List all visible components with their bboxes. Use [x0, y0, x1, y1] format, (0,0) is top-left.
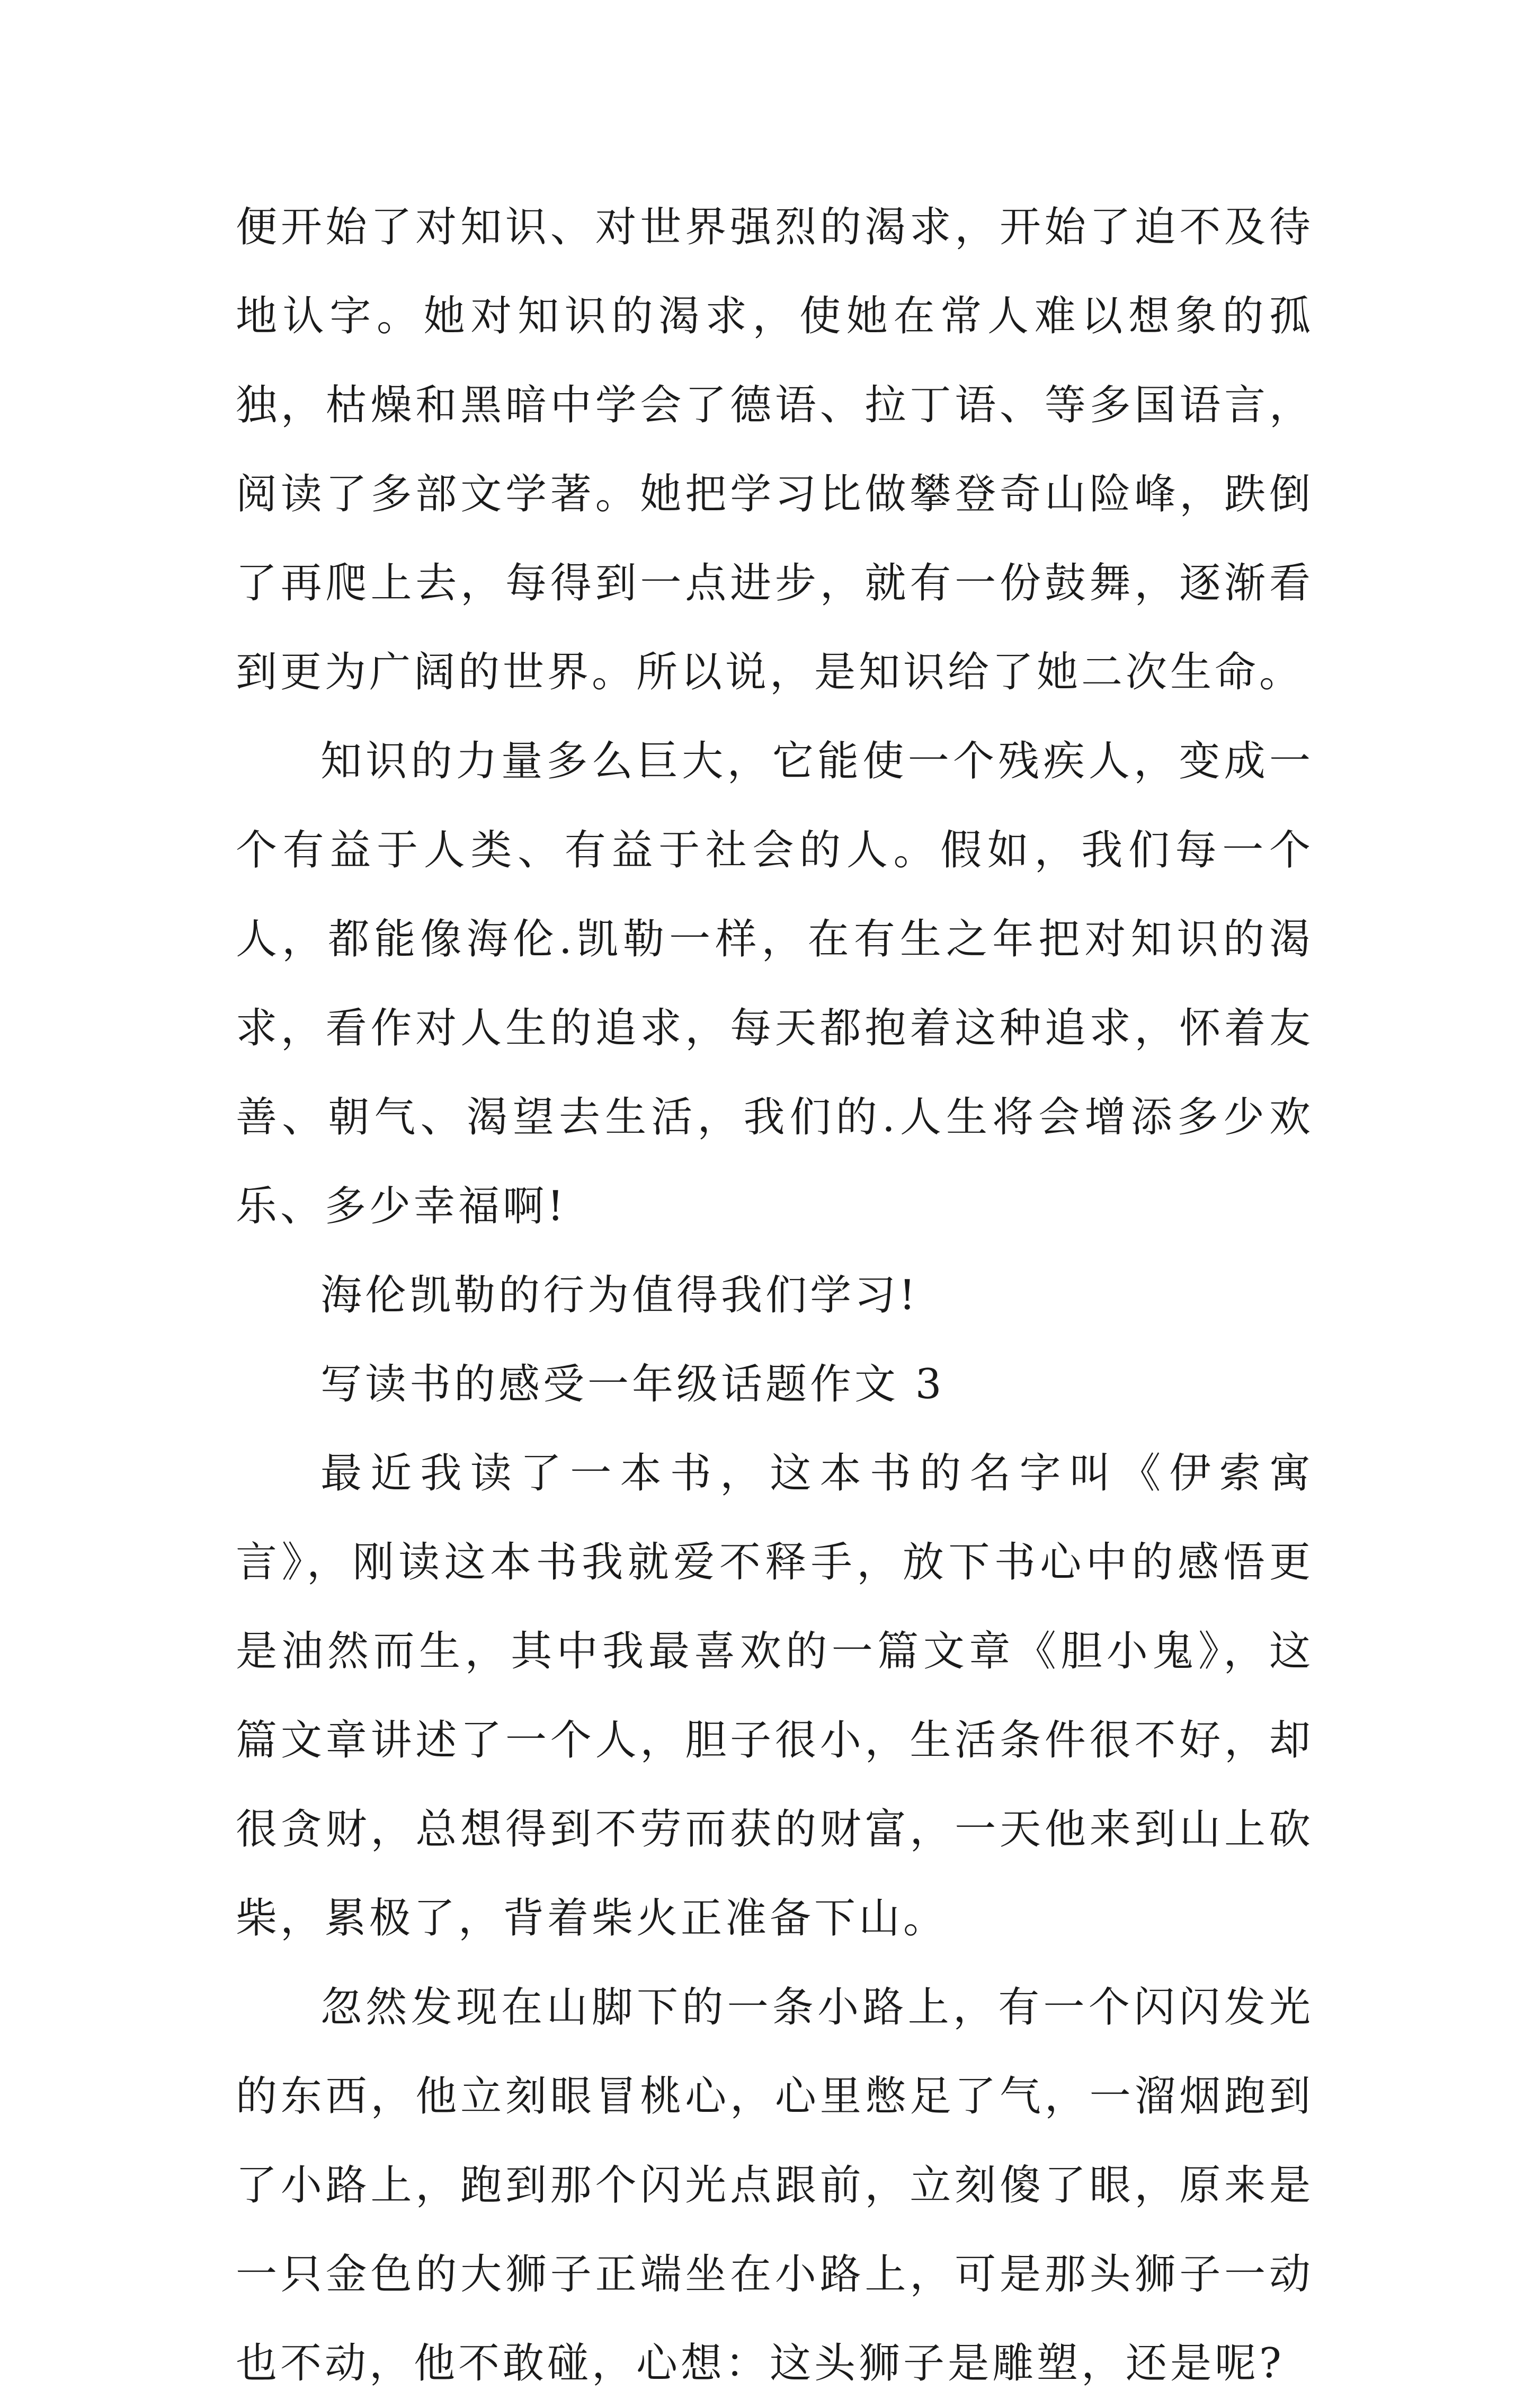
paragraph-conclusion: 海伦凯勒的行为值得我们学习!	[320, 1272, 919, 1319]
body-text	[236, 183, 1314, 2408]
paragraph-aesop-intro: 最近我读了一本书，这本书的名字叫《伊索寓言》，刚读这本书我就爱不释手，放下书心中的感悟更是油然而生，其中我最喜欢的一篇文章《胆小鬼》，这篇文章讲述了一个人，胆子很小，生活条件很不好，却很贪财，总想得到不劳而获的财富，一天他来到山上砍柴，累极了，背着柴火正准备下山。	[236, 1450, 1314, 1942]
essay-heading: 写读书的感受一年级话题作文 3	[320, 1361, 945, 1408]
paragraph-golden-lion: 忽然发现在山脚下的一条小路上，有一个闪闪发光的东西，他立刻眼冒桃心，心里憋足了气，一溜烟跑到了小路上，跑到那个闪光点跟前，立刻傻了眼，原来是一只金色的大狮子正端坐在小路上，可是那头狮子一动也不动，他不敢碰，心想：这头狮子是雕塑，还是呢?	[236, 1984, 1314, 2387]
paragraph-power-of-knowledge: 知识的力量多么巨大，它能使一个残疾人，变成一个有益于人类、有益于社会的人。假如，我们每一个人，都能像海伦.凯勒一样，在有生之年把对知识的渴求，看作对人生的追求，每天都抱着这种追求，怀着友善、朝气、渴望去生活，我们的.人生将会增添多少欢乐、多少幸福啊!	[236, 737, 1314, 1230]
paragraph-continued-intro: 便开始了对知识、对世界强烈的渴求，开始了迫不及待地认字。她对知识的渴求，使她在常人难以想象的孤独，枯燥和黑暗中学会了德语、拉丁语、等多国语言，阅读了多部文学著。她把学习比做攀登奇山险峰，跌倒了再爬上去，每得到一点进步，就有一份鼓舞，逐渐看到更为广阔的世界。所以说，是知识给了她二次生命。	[236, 203, 1314, 696]
